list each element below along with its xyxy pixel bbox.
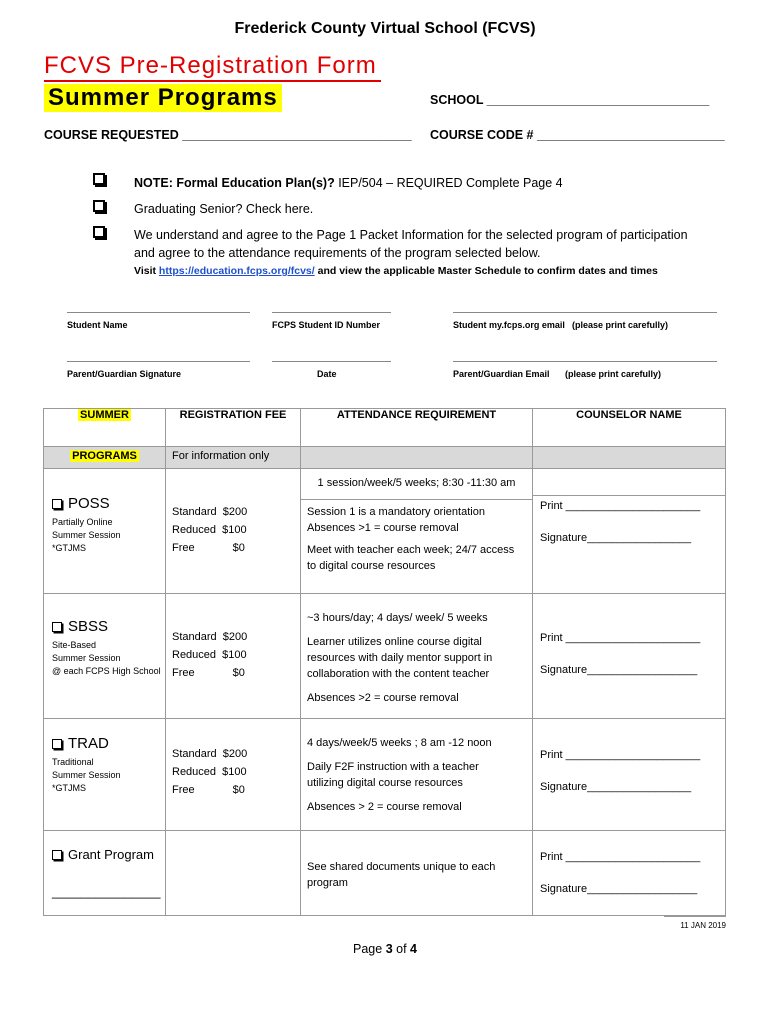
sbss-print[interactable]: Print ______________________ [540, 632, 701, 644]
parent-sig-line[interactable] [67, 361, 250, 362]
poss-program[interactable]: POSS [52, 495, 165, 512]
sbss-sub1: Site-Based [52, 640, 97, 650]
grant-att-2: program [307, 877, 348, 889]
poss-checkbox[interactable] [52, 499, 62, 509]
poss-sub2: Summer Session [52, 530, 121, 540]
trad-att-3: utilizing digital course resources [307, 777, 463, 789]
parent-email-line[interactable] [453, 361, 717, 362]
senior-text: Graduating Senior? Check here. [134, 202, 314, 216]
poss-att-2: Session 1 is a mandatory orientation [301, 499, 532, 520]
poss-att-4: Meet with teacher each week; 24/7 access [307, 544, 515, 556]
school-header: Frederick County Virtual School (FCVS) [234, 20, 536, 37]
trad-checkbox[interactable] [52, 739, 62, 749]
parent-email-label: Parent/Guardian Email [453, 369, 550, 379]
trad-sub1: Traditional [52, 757, 94, 767]
grant-signature[interactable]: Signature__________________ [540, 883, 698, 895]
trad-reduced: Reduced $100 [172, 766, 247, 778]
trad-att-2: Daily F2F instruction with a teacher [307, 761, 479, 773]
student-email-line[interactable] [453, 312, 717, 313]
sbss-att-3: resources with daily mentor support in [307, 652, 493, 664]
sbss-sub3: @ each FCPS High School [52, 666, 161, 676]
col-attendance: ATTENDANCE REQUIREMENT [301, 409, 533, 447]
poss-signature[interactable]: Signature_________________ [540, 532, 692, 544]
revision-date: 11 JAN 2019 [664, 916, 726, 930]
poss-sub1: Partially Online [52, 517, 113, 527]
senior-checkbox[interactable] [93, 200, 105, 212]
form-title: FCVS Pre-Registration Form [44, 52, 381, 82]
sbss-att-5: Absences >2 = course removal [307, 692, 459, 704]
agree-checkbox[interactable] [93, 226, 105, 238]
student-id-label: FCPS Student ID Number [272, 320, 381, 330]
visit-text: Visit https://education.fcps.org/fcvs/ and view the applicable Master Schedule to confirm dates and times [134, 265, 658, 277]
agree-text-2: and agree to the attendance requirements of the program selected below. [134, 246, 541, 260]
registration-table [43, 408, 726, 916]
col-summer: SUMMER [44, 409, 166, 447]
date-label: Date [317, 369, 337, 379]
trad-att-4: Absences > 2 = course removal [307, 801, 462, 813]
table-row [44, 719, 726, 831]
print-carefully-note-2: (please print carefully) [565, 369, 662, 379]
course-code-field[interactable]: COURSE CODE # ___________________________ [430, 128, 725, 142]
student-id-line[interactable] [272, 312, 391, 313]
trad-sub2: Summer Session [52, 770, 121, 780]
parent-sig-label: Parent/Guardian Signature [67, 369, 182, 379]
poss-print[interactable]: Print ______________________ [533, 495, 725, 512]
grant-att-1: See shared documents unique to each [307, 861, 496, 873]
note-checkbox[interactable] [93, 173, 105, 185]
sbss-program[interactable]: SBSS [52, 618, 165, 635]
sbss-sub2: Summer Session [52, 653, 121, 663]
sbss-checkbox[interactable] [52, 622, 62, 632]
student-name-label: Student Name [67, 320, 128, 330]
course-requested-field[interactable]: COURSE REQUESTED _________________________________ [44, 128, 412, 142]
agree-text-1: We understand and agree to the Page 1 Packet Information for the selected program of participation [134, 228, 688, 242]
poss-free: Free $0 [172, 542, 245, 554]
sbss-att-2: Learner utilizes online course digital [307, 636, 482, 648]
page-number: Page 3 of 4 [353, 942, 417, 956]
grant-program[interactable]: Grant Program [52, 847, 165, 862]
trad-signature[interactable]: Signature_________________ [540, 781, 692, 793]
trad-standard: Standard $200 [172, 748, 248, 760]
info-only-label: For information only [166, 447, 301, 469]
poss-reduced: Reduced $100 [172, 524, 247, 536]
note-text: NOTE: Formal Education Plan(s)? IEP/504 – REQUIRED Complete Page 4 [134, 176, 563, 190]
student-name-line[interactable] [67, 312, 250, 313]
sbss-free: Free $0 [172, 667, 245, 679]
col-counselor: COUNSELOR NAME [533, 409, 726, 447]
sbss-att-1: ~3 hours/day; 4 days/ week/ 5 weeks [307, 612, 488, 624]
school-field[interactable]: SCHOOL ________________________________ [430, 93, 710, 107]
grant-blank-line[interactable]: _______________ [52, 884, 161, 899]
col-fee: REGISTRATION FEE [166, 409, 301, 447]
poss-att-3: Absences >1 = course removal [307, 522, 459, 534]
sbss-reduced: Reduced $100 [172, 649, 247, 661]
programs-label: PROGRAMS [44, 447, 166, 469]
grant-print[interactable]: Print ______________________ [540, 851, 701, 863]
sbss-standard: Standard $200 [172, 631, 248, 643]
grant-checkbox[interactable] [52, 850, 62, 860]
table-row [44, 831, 726, 916]
sbss-att-4: collaboration with the content teacher [307, 668, 490, 680]
date-line[interactable] [272, 361, 391, 362]
print-carefully-note: (please print carefully) [572, 320, 669, 330]
poss-standard: Standard $200 [172, 506, 248, 518]
trad-print[interactable]: Print ______________________ [540, 749, 701, 761]
student-email-label: Student my.fcps.org email [453, 320, 565, 330]
poss-att-1: 1 session/week/5 weeks; 8:30 -11:30 am [317, 477, 516, 489]
poss-att-5: to digital course resources [307, 560, 436, 572]
poss-sub3: *GTJMS [52, 543, 87, 553]
trad-sub3: *GTJMS [52, 783, 87, 793]
form-subtitle: Summer Programs [44, 84, 282, 112]
table-row [44, 469, 726, 594]
sbss-signature[interactable]: Signature__________________ [540, 664, 698, 676]
trad-free: Free $0 [172, 784, 245, 796]
fcvs-link[interactable]: https://education.fcps.org/fcvs/ [158, 265, 315, 277]
trad-program[interactable]: TRAD [52, 735, 165, 752]
trad-att-1: 4 days/week/5 weeks ; 8 am -12 noon [307, 737, 492, 749]
table-row [44, 594, 726, 719]
